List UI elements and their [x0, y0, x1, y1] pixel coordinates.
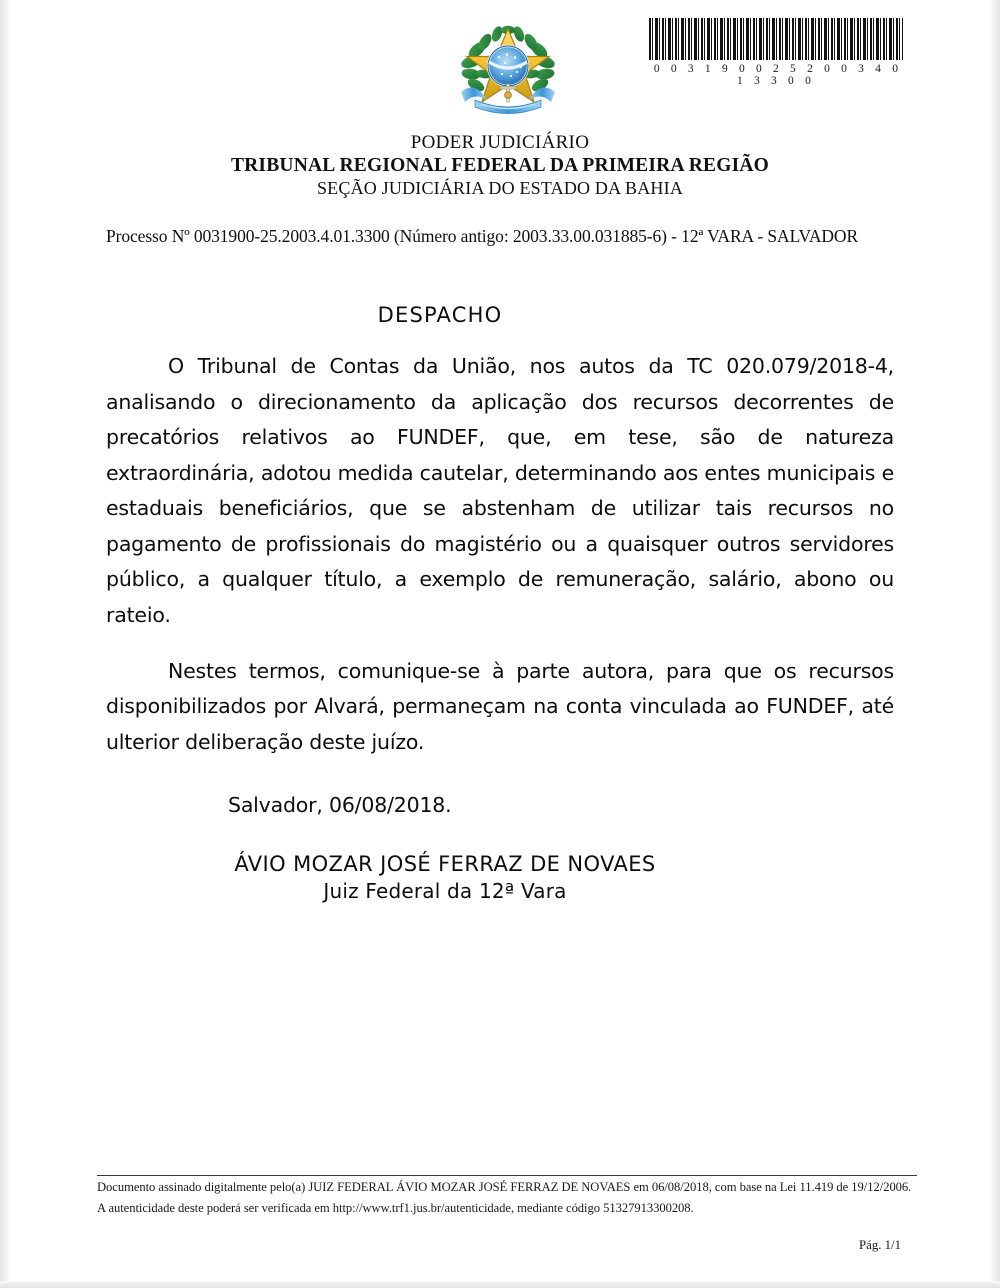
heading-line-poder-judiciario: PODER JUDICIÁRIO [410, 132, 590, 153]
barcode [645, 18, 907, 87]
barcode-icon [649, 18, 903, 60]
page-left-edge [0, 0, 9, 1288]
heading-line-secao: SEÇÃO JUDICIÁRIA DO ESTADO DA BAHIA [316, 178, 684, 198]
footer-authenticity-notice: A autenticidade deste poderá ser verificada em http://www.trf1.jus.br/autenticidade, mediante código 51327913300208. [97, 1200, 694, 1215]
process-number-line: Processo Nº 0031900-25.2003.4.01.3300 (Número antigo: 2003.33.00.031885-6) - 12ª VARA - SALVADOR [106, 226, 859, 246]
date-line: Salvador, 06/08/2018. [228, 793, 452, 817]
document-body [106, 303, 894, 903]
page-title: DESPACHO [377, 303, 503, 327]
page-right-edge [991, 0, 1000, 1288]
page-number: Pág. 1/1 [859, 1238, 901, 1252]
brazil-coat-of-arms-icon [453, 16, 563, 122]
document-footer [97, 1175, 917, 1253]
barcode-digits: 0 0 3 1 9 0 0 2 5 2 0 0 3 4 0 1 3 3 0 0 [653, 63, 903, 87]
court-heading [9, 132, 991, 199]
heading-line-tribunal: TRIBUNAL REGIONAL FEDERAL DA PRIMEIRA REGIÃO [230, 155, 770, 176]
paragraph-1: O Tribunal de Contas da União, nos autos da TC 020.079/2018-4, analisando o direcionamento da aplicação dos recursos decorrentes de precatórios relativos ao FUNDEF, que, em tese, são de natureza extraordinária, adotou medida cautelar, determinando aos entes municipais e estaduais beneficiários, que se abstenham de utilizar tais recursos no pagamento de profissionais do magistério ou a quaisquer outros servidores público, a qualquer título, a exemplo de remuneração, salário, abono ou rateio. [106, 354, 894, 627]
document-header [9, 0, 991, 128]
footer-divider [97, 1175, 917, 1176]
signatory-name: ÁVIO MOZAR JOSÉ FERRAZ DE NOVAES [234, 852, 656, 876]
page-bottom-edge [0, 1281, 1000, 1288]
signature-block [106, 852, 894, 903]
page-sheet [9, 0, 991, 1281]
footer-signature-notice: Documento assinado digitalmente pelo(a) JUIZ FEDERAL ÁVIO MOZAR JOSÉ FERRAZ DE NOVAES em 06/08/2018, com base na Lei 11.419 de 19/12/2006. [97, 1180, 912, 1194]
paragraph-2: Nestes termos, comunique-se à parte autora, para que os recursos disponibilizados por Alvará, permaneçam na conta vinculada ao FUNDEF, até ulterior deliberação deste juízo. [106, 658, 894, 754]
signatory-role: Juiz Federal da 12ª Vara [323, 879, 567, 903]
